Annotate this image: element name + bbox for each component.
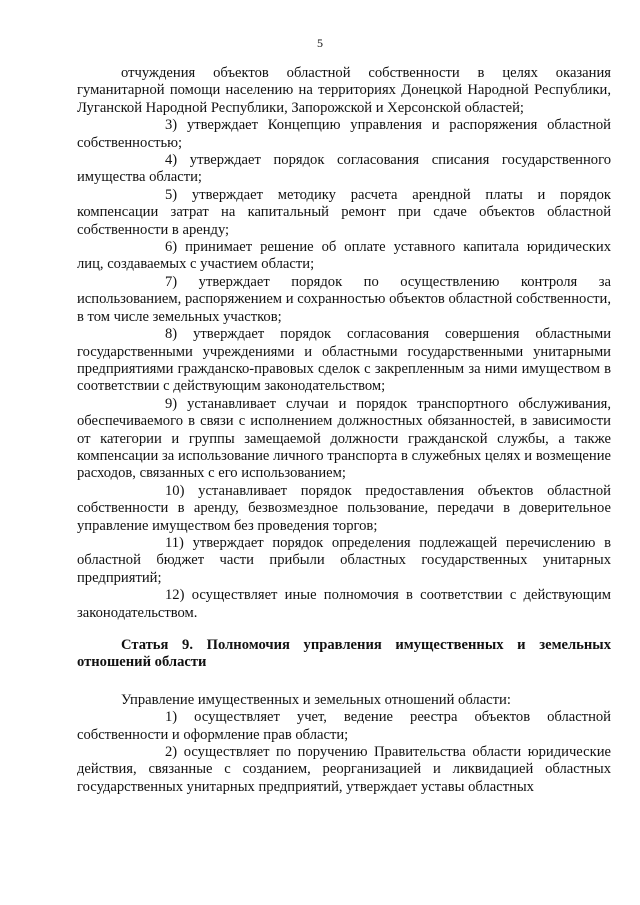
list-item-12: 12) осуществляет иные полномочия в соответствии с действующим законодательством. — [77, 587, 611, 621]
document-body — [77, 65, 611, 796]
list-item-7: 7) утверждает порядок по осуществлению контроля за использованием, распоряжением и сохранностью объектов областной собственности, в том числе земельных участков; — [77, 273, 611, 325]
list-item-11: 11) утверждает порядок определения подлежащей перечислению в областной бюджет части прибыли областных государственных унитарных предприятий; — [77, 534, 611, 586]
article-heading: Статья 9. Полномочия управления имущественных и земельных отношений области — [77, 637, 611, 671]
paragraph-continuation: отчуждения объектов областной собственности в целях оказания гуманитарной помощи населению на территориях Донецкой Народной Республики, Луганской Народной Республики, Запорожской и Херсонской областей; — [77, 65, 611, 116]
article-item-1: 1) осуществляет учет, ведение реестра объектов областной собственности и оформление прав области; — [77, 709, 611, 743]
list-item-5: 5) утверждает методику расчета арендной платы и порядок компенсации затрат на капитальный ремонт при сдаче объектов областной собственности в аренду; — [77, 186, 611, 238]
list-item-10: 10) устанавливает порядок предоставления объектов областной собственности в аренду, безвозмездное пользование, передачи в доверительное управление имуществом без проведения торгов; — [77, 482, 611, 534]
page-number: 5 — [317, 36, 323, 50]
list-item-6: 6) принимает решение об оплате уставного капитала юридических лиц, создаваемых с участием области; — [77, 239, 611, 273]
list-item-9: 9) устанавливает случаи и порядок транспортного обслуживания, обеспечиваемого в связи с исполнением должностных обязанностей, в зависимости от категории и группы замещаемой должности гражданской службы, а также компенсации за использование личного транспорта в служебных целях и возмещение расходов, связанных с его использованием; — [77, 395, 611, 482]
article-intro: Управление имущественных и земельных отношений области: — [121, 691, 511, 708]
list-item-3: 3) утверждает Концепцию управления и распоряжения областной собственностью; — [77, 117, 611, 151]
list-item-4: 4) утверждает порядок согласования списания государственного имущества области; — [77, 152, 612, 186]
list-item-8: 8) утверждает порядок согласования совершения областными государственными учреждениями и областными государственными унитарными предприятиями гражданско-правовых сделок с закрепленным за ними имуществом в соответствии с действующим законодательством; — [77, 326, 611, 395]
article-item-2: 2) осуществляет по поручению Правительства области юридические действия, связанные с созданием, реорганизацией и ликвидацией областных государственных унитарных предприятий, утверждает уставы областных — [77, 744, 611, 795]
